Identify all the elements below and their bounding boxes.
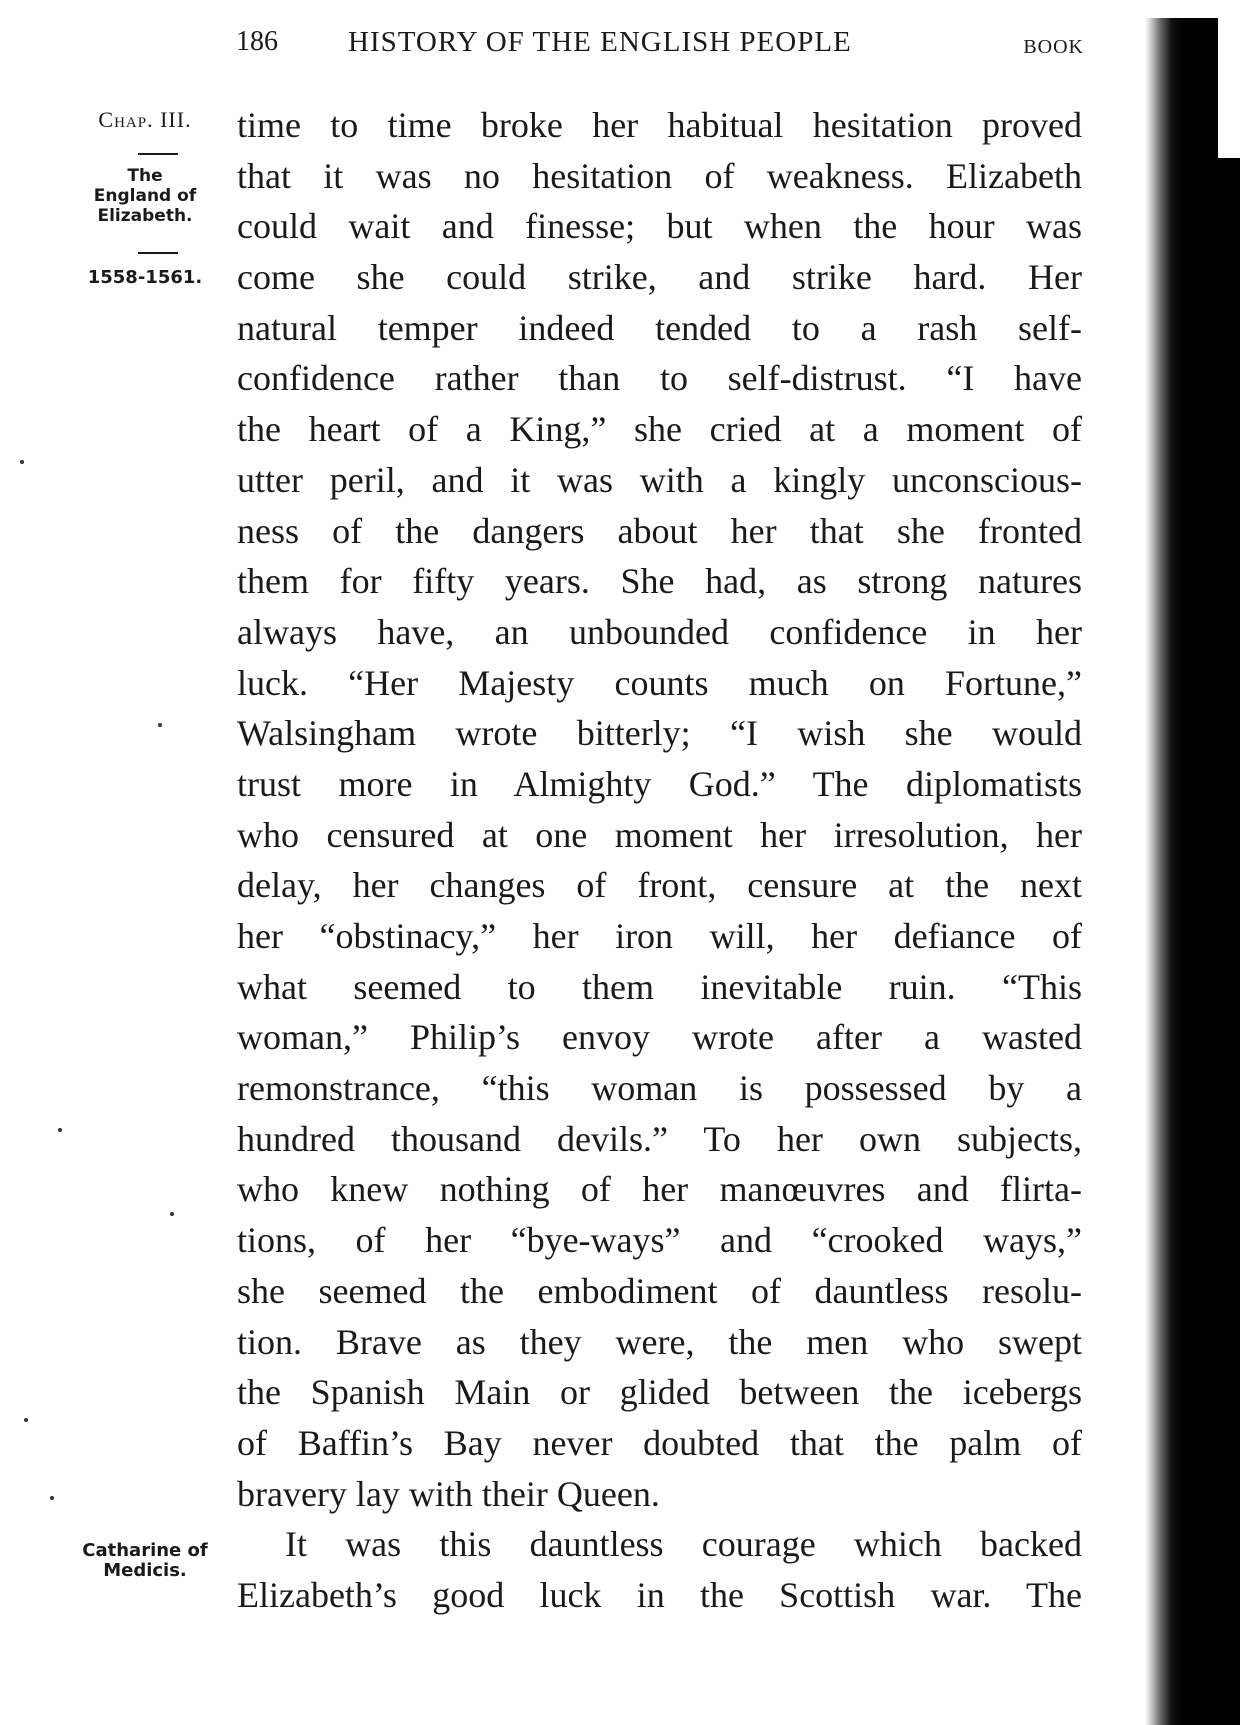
body-text: [237, 100, 1082, 1621]
scan-speck: [24, 1418, 28, 1422]
body-line: her “obstinacy,” her iron will, her defiance of: [237, 916, 1082, 956]
catharine-line-1: Catharine of: [82, 1540, 208, 1561]
body-line: always have, an unbounded confidence in her: [237, 611, 1082, 652]
body-line: who censured at one moment her irresolution, her: [237, 814, 1082, 855]
topic-marginal-note: [60, 166, 230, 226]
body-line-paragraph-end: bravery lay with their Queen.: [237, 1473, 660, 1514]
topic-line-3: Elizabeth.: [97, 206, 193, 226]
body-line: natural temper indeed tended to a rash self-: [237, 307, 1082, 348]
body-line: could wait and finesse; but when the hour was: [237, 206, 1082, 247]
book-label: BOOK: [1023, 36, 1084, 58]
body-line: come she could strike, and strike hard. Her: [237, 257, 1082, 298]
body-line: who knew nothing of her manœuvres and flirta-: [237, 1169, 1082, 1210]
body-line: Walsingham wrote bitterly; “I wish she would: [237, 713, 1082, 754]
page-header: [236, 22, 1084, 62]
body-line: utter peril, and it was with a kingly unconscious-: [237, 459, 1082, 500]
body-line: trust more in Almighty God.” The diplomatists: [237, 763, 1082, 804]
running-title: HISTORY OF THE ENGLISH PEOPLE: [348, 26, 852, 58]
scan-speck: [50, 1496, 54, 1500]
body-line: the Spanish Main or glided between the icebergs: [237, 1372, 1082, 1413]
body-line: woman,” Philip’s envoy wrote after a wasted: [237, 1017, 1082, 1058]
catharine-line-2: Medicis.: [103, 1560, 187, 1581]
body-line: what seemed to them inevitable ruin. “This: [237, 966, 1082, 1007]
body-line: tion. Brave as they were, the men who swept: [237, 1321, 1082, 1362]
scan-edge-notch: [1218, 18, 1240, 158]
topic-line-1: The: [127, 166, 163, 186]
scan-speck: [158, 723, 162, 727]
body-line: time to time broke her habitual hesitation proved: [237, 105, 1082, 145]
chapter-marginal-note: Chap. III.: [98, 107, 192, 132]
body-line: luck. “Her Majesty counts much on Fortune,”: [237, 662, 1082, 703]
body-line: the heart of a King,” she cried at a moment of: [237, 409, 1082, 450]
body-line: ness of the dangers about her that she fronted: [237, 510, 1082, 551]
body-line: that it was no hesitation of weakness. Elizabeth: [237, 155, 1082, 196]
margin-rule-bottom: [138, 252, 178, 254]
scan-speck: [170, 1212, 174, 1216]
body-line: of Baffin’s Bay never doubted that the palm of: [237, 1422, 1082, 1463]
page-number: 186: [236, 26, 278, 57]
scan-speck: [20, 460, 24, 464]
body-line: delay, her changes of front, censure at the next: [237, 865, 1082, 906]
topic-line-2: England of: [93, 186, 197, 206]
body-line: she seemed the embodiment of dauntless resolu-: [237, 1270, 1082, 1311]
catharine-marginal-note: [60, 1541, 230, 1581]
margin-rule-top: [138, 153, 178, 155]
body-line: hundred thousand devils.” To her own subjects,: [237, 1118, 1082, 1159]
body-line: confidence rather than to self-distrust. “I have: [237, 358, 1082, 399]
dates-marginal-note: 1558-1561.: [87, 267, 203, 288]
body-line: remonstrance, “this woman is possessed by a: [237, 1068, 1082, 1109]
body-line-paragraph-start: It was this dauntless courage which backed: [285, 1524, 1082, 1565]
scan-dark-edge: [1145, 18, 1240, 1725]
body-line: tions, of her “bye-ways” and “crooked ways,”: [237, 1220, 1082, 1261]
body-line: Elizabeth’s good luck in the Scottish war. The: [237, 1574, 1082, 1615]
scan-speck: [58, 1128, 62, 1132]
body-line: them for fifty years. She had, as strong natures: [237, 561, 1082, 602]
